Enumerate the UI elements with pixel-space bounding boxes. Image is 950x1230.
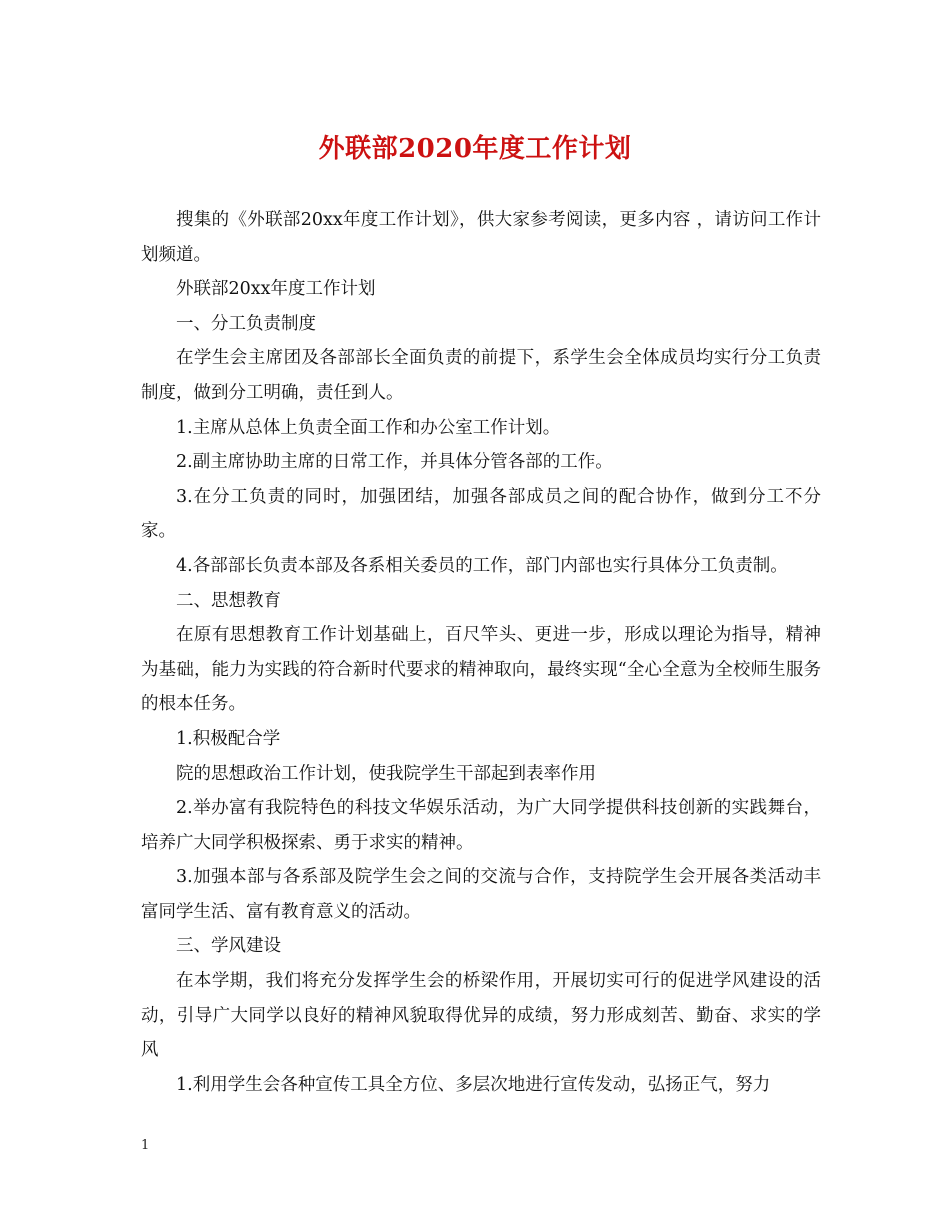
- list-item: 4.各部部长负责本部及各系相关委员的工作，部门内部也实行具体分工负责制。: [176, 555, 788, 576]
- document-title: 外联部2020年度工作计划: [318, 134, 632, 164]
- list-item: 2.副主席协助主席的日常工作，并具体分管各部的工作。: [176, 452, 613, 473]
- page-number: 1: [141, 1138, 150, 1153]
- section-heading: 二、思想教育: [176, 590, 281, 611]
- list-item: 2.举办富有我院特色的科技文华娱乐活动，为广大同学提供科技创新的实践舞台，培养广大同学积极探索、勇于求实的精神。: [141, 798, 821, 853]
- list-item: 1.利用学生会各种宣传工具全方位、多层次地进行宣传发动，弘扬正气，努力: [176, 1074, 771, 1095]
- paragraph: 在原有思想教育工作计划基础上，百尺竿头、更进一步，形成以理论为指导，精神为基础，能力为实践的符合新时代要求的精神取向，最终实现“全心全意为全校师生服务的根本任务。: [141, 625, 821, 715]
- list-item: 3.加强本部与各系部及院学生会之间的交流与合作，支持院学生会开展各类活动丰富同学生活、富有教育意义的活动。: [141, 867, 821, 922]
- list-item: 1.主席从总体上负责全面工作和办公室工作计划。: [176, 417, 561, 438]
- section-heading: 三、学风建设: [176, 936, 281, 957]
- list-item: 3.在分工负责的同时，加强团结，加强各部成员之间的配合协作，做到分工不分家。: [141, 486, 821, 542]
- section-heading: 一、分工负责制度: [176, 313, 316, 334]
- paragraph: 在本学期，我们将充分发挥学生会的桥梁作用，开展切实可行的促进学风建设的活动，引导广大同学以良好的精神风貌取得优异的成绩，努力形成刻苦、勤奋、求实的学风: [141, 971, 821, 1061]
- paragraph: 在学生会主席团及各部部长全面负责的前提下，系学生会全体成员均实行分工负责制度，做到分工明确，责任到人。: [141, 348, 821, 403]
- list-item: 1.积极配合学: [176, 728, 281, 749]
- document-body: [141, 203, 821, 1102]
- paragraph: 院的思想政治工作计划，使我院学生干部起到表率作用: [176, 763, 596, 784]
- paragraph: 搜集的《外联部20xx年度工作计划》，供大家参考阅读，更多内容 ，请访问工作计划频道。: [141, 210, 821, 265]
- paragraph: 外联部20xx年度工作计划: [176, 279, 376, 300]
